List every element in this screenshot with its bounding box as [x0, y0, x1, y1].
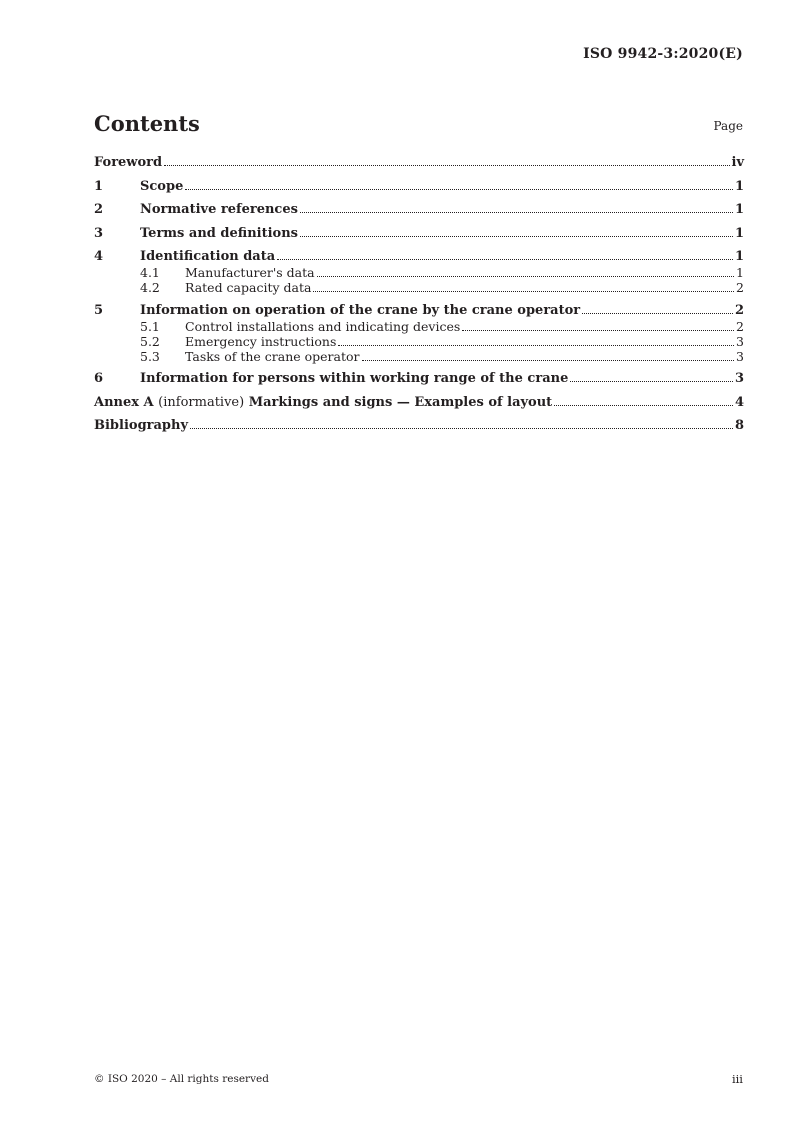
annex-note: (informative) — [158, 394, 245, 410]
toc-entry-title: Information on operation of the crane by the crane operator — [140, 302, 581, 318]
page-number: iii — [731, 1072, 743, 1086]
toc-entry-terms-definitions[interactable] — [94, 226, 744, 242]
toc-entry-number: 4 — [94, 249, 104, 264]
toc-entry-title: Emergency instructions — [185, 333, 337, 349]
toc-entry-page: 3 — [736, 348, 744, 364]
dot-leader — [185, 189, 733, 190]
dot-leader — [462, 330, 734, 331]
toc-entry-page: 8 — [734, 418, 744, 433]
dot-leader — [313, 291, 734, 292]
dot-leader — [300, 212, 733, 213]
toc-entry-number: 6 — [94, 371, 104, 386]
toc-entry-page: 3 — [736, 333, 744, 349]
toc-entry-title: Identification data — [140, 249, 276, 264]
annex-label: Annex A — [94, 394, 154, 410]
toc-entry-number: 2 — [94, 202, 104, 217]
toc-entry-page: 1 — [734, 202, 744, 217]
copyright-notice: © ISO 2020 – All rights reserved — [94, 1073, 269, 1085]
toc-subentry-control-installations[interactable] — [94, 319, 744, 334]
toc-entry-foreword[interactable] — [94, 155, 744, 171]
page-column-label: Page — [713, 119, 743, 133]
dot-leader — [554, 405, 733, 406]
toc-entry-page: 2 — [734, 302, 744, 318]
toc-entry-normative-references[interactable] — [94, 202, 744, 218]
toc-entry-number: 1 — [94, 178, 104, 194]
toc-entry-page: 2 — [736, 280, 744, 295]
toc-entry-number: 5.3 — [140, 348, 160, 364]
toc-subentry-operator-tasks[interactable] — [94, 349, 744, 364]
toc-entry-title: Normative references — [140, 202, 298, 217]
dot-leader — [277, 259, 733, 260]
toc-entry-number: 3 — [94, 225, 104, 241]
toc-subentry-manufacturers-data[interactable] — [94, 265, 744, 280]
dot-leader — [582, 313, 733, 314]
toc-entry-title — [94, 395, 552, 411]
toc-entry-identification-data[interactable] — [94, 249, 744, 265]
toc-entry-bibliography[interactable] — [94, 418, 744, 434]
contents-heading: Contents — [94, 111, 200, 136]
toc-entry-page: 1 — [734, 249, 744, 264]
annex-title: Markings and signs — Examples of layout — [248, 394, 553, 410]
toc-entry-title: Foreword — [94, 155, 163, 170]
toc-entry-number: 4.2 — [140, 280, 160, 295]
toc-entry-number: 4.1 — [140, 265, 160, 280]
toc-entry-title: Bibliography — [94, 418, 189, 433]
toc-entry-page: 1 — [734, 178, 744, 194]
toc-subentry-emergency-instructions[interactable] — [94, 334, 744, 349]
toc-entry-number: 5 — [94, 302, 104, 318]
toc-entry-annex-a[interactable] — [94, 395, 744, 411]
dot-leader — [570, 381, 733, 382]
document-id: ISO 9942-3:2020(E) — [583, 46, 743, 62]
toc-entry-operation-info[interactable] — [94, 303, 744, 319]
toc-entry-title: Rated capacity data — [185, 280, 312, 295]
toc-entry-number: 5.1 — [140, 318, 160, 334]
dot-leader — [362, 360, 735, 361]
toc-entry-page: 1 — [736, 265, 744, 280]
toc-entry-page: 2 — [736, 318, 744, 334]
dot-leader — [300, 236, 733, 237]
dot-leader — [338, 345, 734, 346]
toc-entry-scope[interactable] — [94, 179, 744, 195]
toc-entry-title: Control installations and indicating devices — [185, 318, 461, 334]
toc-entry-page: 3 — [734, 371, 744, 386]
toc-entry-title: Tasks of the crane operator — [185, 348, 360, 364]
toc-subentry-rated-capacity-data[interactable] — [94, 280, 744, 295]
toc-entry-page: 1 — [734, 225, 744, 241]
toc-entry-title: Manufacturer's data — [185, 265, 315, 280]
toc-entry-page: 4 — [734, 394, 744, 410]
toc-entry-title: Scope — [140, 178, 184, 194]
table-of-contents — [94, 155, 744, 434]
toc-entry-number: 5.2 — [140, 333, 160, 349]
dot-leader — [190, 428, 733, 429]
toc-entry-title: Information for persons within working range of the crane — [140, 371, 569, 386]
dot-leader — [164, 165, 729, 166]
toc-entry-title: Terms and definitions — [140, 225, 298, 241]
toc-entry-page: iv — [731, 155, 744, 170]
dot-leader — [317, 276, 734, 277]
toc-entry-persons-info[interactable] — [94, 371, 744, 387]
